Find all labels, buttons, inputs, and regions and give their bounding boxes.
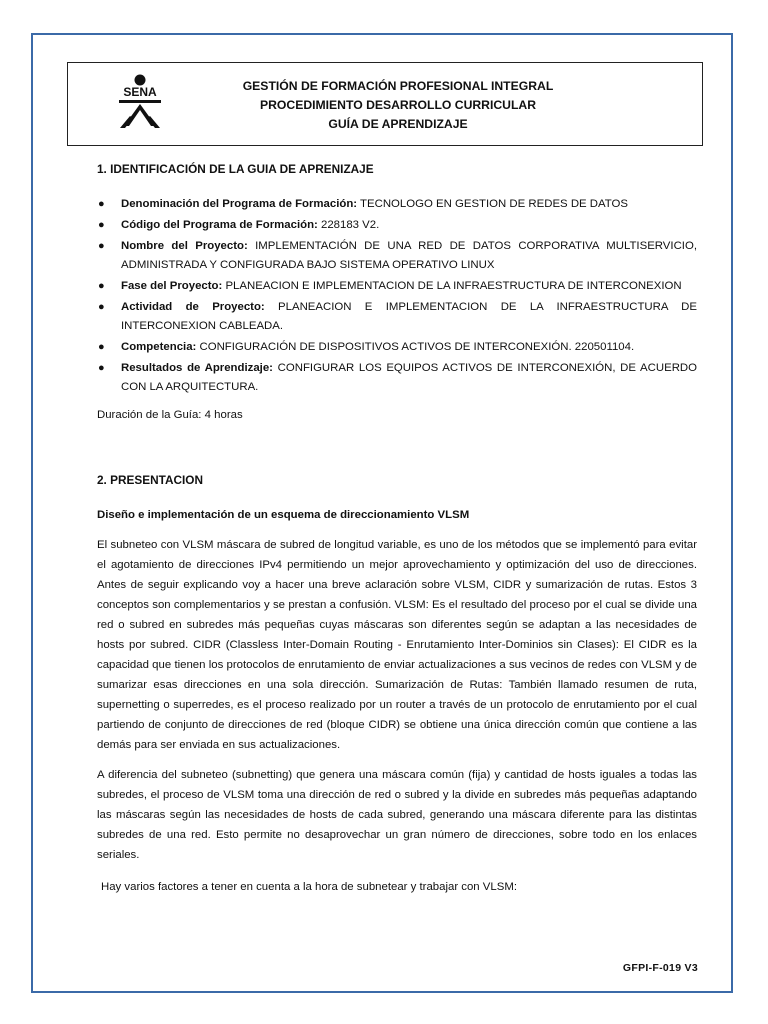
bullet-icon: ●: [98, 362, 105, 374]
paragraph-factors: Hay varios factores a tener en cuenta a la hora de subnetear y trabajar con VLSM:: [101, 881, 517, 893]
list-item: ● Fase del Proyecto: PLANEACION E IMPLEMENTACION DE LA INFRAESTRUCTURA DE INTERCONEXION: [97, 277, 697, 296]
guide-duration: Duración de la Guía: 4 horas: [97, 409, 243, 421]
bullet-icon: ●: [98, 240, 105, 252]
sena-logo-text: SENA: [123, 85, 157, 99]
list-item: ● Código del Programa de Formación: 228183 V2.: [97, 216, 697, 235]
section-2-subtitle: Diseño e implementación de un esquema de direccionamiento VLSM: [97, 509, 470, 521]
document-body: [97, 160, 697, 897]
bullet-icon: ●: [98, 341, 105, 353]
section-2-title: 2. PRESENTACION: [97, 473, 203, 487]
bullet-icon: ●: [98, 301, 105, 313]
bullet-icon: ●: [98, 219, 105, 231]
list-item: ● Resultados de Aprendizaje: CONFIGURAR LOS EQUIPOS ACTIVOS DE INTERCONEXIÓN, DE ACUERDO CON LA ARQUITECTURA.: [97, 359, 697, 397]
list-item: ● Nombre del Proyecto: IMPLEMENTACIÓN DE UNA RED DE DATOS CORPORATIVA MULTISERVICIO, ADMINISTRADA Y CONFIGURADA BAJO SISTEMA OPERATIVO LINUX: [97, 237, 697, 275]
identification-list: [97, 195, 697, 397]
bullet-icon: ●: [98, 198, 105, 210]
bullet-icon: ●: [98, 280, 105, 292]
section-1-title: 1. IDENTIFICACIÓN DE LA GUIA DE APRENIZAJE: [97, 162, 374, 176]
list-item: ● Competencia: CONFIGURACIÓN DE DISPOSITIVOS ACTIVOS DE INTERCONEXIÓN. 220501104.: [97, 338, 697, 357]
header-line-1: GESTIÓN DE FORMACIÓN PROFESIONAL INTEGRAL: [242, 79, 554, 93]
list-item: ● Actividad de Proyecto: PLANEACION E IMPLEMENTACION DE LA INFRAESTRUCTURA DE INTERCONEXION CABLEADA.: [97, 298, 697, 336]
form-code: GFPI-F-019 V3: [622, 962, 698, 974]
paragraph-vlsm-difference: A diferencia del subneteo (subnetting) que genera una máscara común (fija) y cantidad de hosts iguales a todas las subredes, el proceso de VLSM toma una dirección de red o subred y la divide en subredes más pequeñas adaptando las máscaras según las necesidades de hosts de cada subred, generando una máscara diferente para las distintas subredes de una red. Esto permite no desaprovechar un gran número de direcciones, sobre todo en los enlaces seriales.: [97, 769, 697, 861]
sena-logo: [108, 72, 172, 132]
header-line-2: PROCEDIMIENTO DESARROLLO CURRICULAR: [259, 98, 537, 112]
list-item: ● Denominación del Programa de Formación: TECNOLOGO EN GESTION DE REDES DE DATOS: [97, 195, 697, 214]
header-title-block: [168, 77, 628, 134]
paragraph-vlsm-intro: El subneteo con VLSM máscara de subred de longitud variable, es uno de los métodos que se implementó para evitar el agotamiento de direcciones IPv4 permitiendo un mejor aprovechamiento y optimización del uso de direcciones. Antes de seguir explicando voy a hacer una breve aclaración sobre VLSM, CIDR y sumarización de rutas. Estos 3 conceptos son complementarios y se prestan a confusión. VLSM: Es el resultado del proceso por el cual se divide una red o subred en subredes más pequeñas cuyas máscaras son diferentes según se adaptan a las necesidades de hosts por subred. CIDR (Classless Inter-Domain Routing - Enrutamiento Inter-Dominios sin Clases): El CIDR es la capacidad que tienen los protocolos de enrutamiento de enviar actualizaciones a sus vecinos de redes con VLSM y de sumarizar esas direcciones en una sola dirección. Sumarización de Rutas: También llamado resumen de ruta, supernetting o superredes, es el proceso realizado por un router a través de un protocolo de enrutamiento por el cual partiendo de conjunto de direcciones de red (bloque CIDR) se obtiene una única dirección común que contiene a las demás para ser enviada en sus actualizaciones.: [97, 539, 697, 751]
header-line-3: GUÍA DE APRENDIZAJE: [328, 117, 468, 131]
